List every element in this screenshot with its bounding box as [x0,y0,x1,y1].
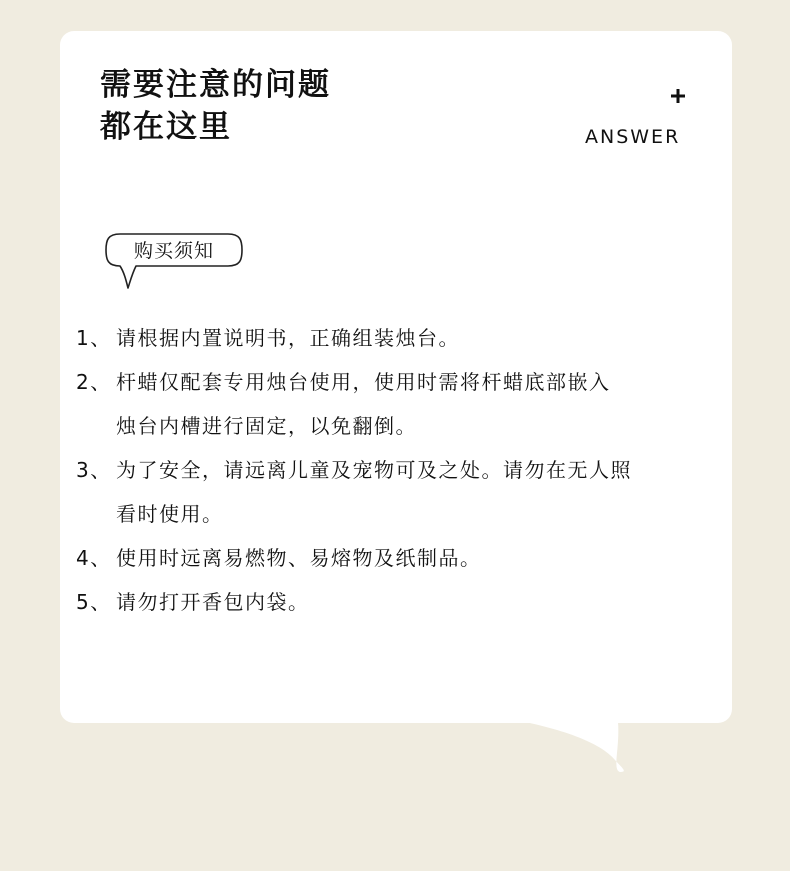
item-text: 请勿打开香包内袋。 [116,590,310,614]
item-number: 1、 [76,326,112,350]
title-line-1: 需要注意的问题 [100,67,331,103]
item-number: 3、 [76,458,112,482]
item-text: 杆蜡仅配套专用烛台使用，使用时需将杆蜡底部嵌入 [116,370,611,394]
item-text: 为了安全，请远离儿童及宠物可及之处。请勿在无人照 [116,458,632,482]
item-text: 烛台内槽进行固定，以免翻倒。 [116,414,417,438]
plus-icon [670,88,686,104]
item-number: 2、 [76,370,112,394]
item-number: 5、 [76,590,112,614]
list-item [76,536,716,580]
list-item [76,316,716,360]
item-text: 请根据内置说明书，正确组装烛台。 [116,326,460,350]
item-text: 使用时远离易燃物、易熔物及纸制品。 [116,546,482,570]
list-item [76,448,716,536]
item-text: 看时使用。 [116,502,224,526]
answer-label: ANSWER [585,126,681,148]
title-line-2: 都在这里 [100,109,232,145]
list-item [76,580,716,624]
list-item [76,360,716,448]
notes-list [76,316,716,624]
page-title [100,64,331,148]
item-number: 4、 [76,546,112,570]
section-label: 购买须知 [133,240,214,262]
